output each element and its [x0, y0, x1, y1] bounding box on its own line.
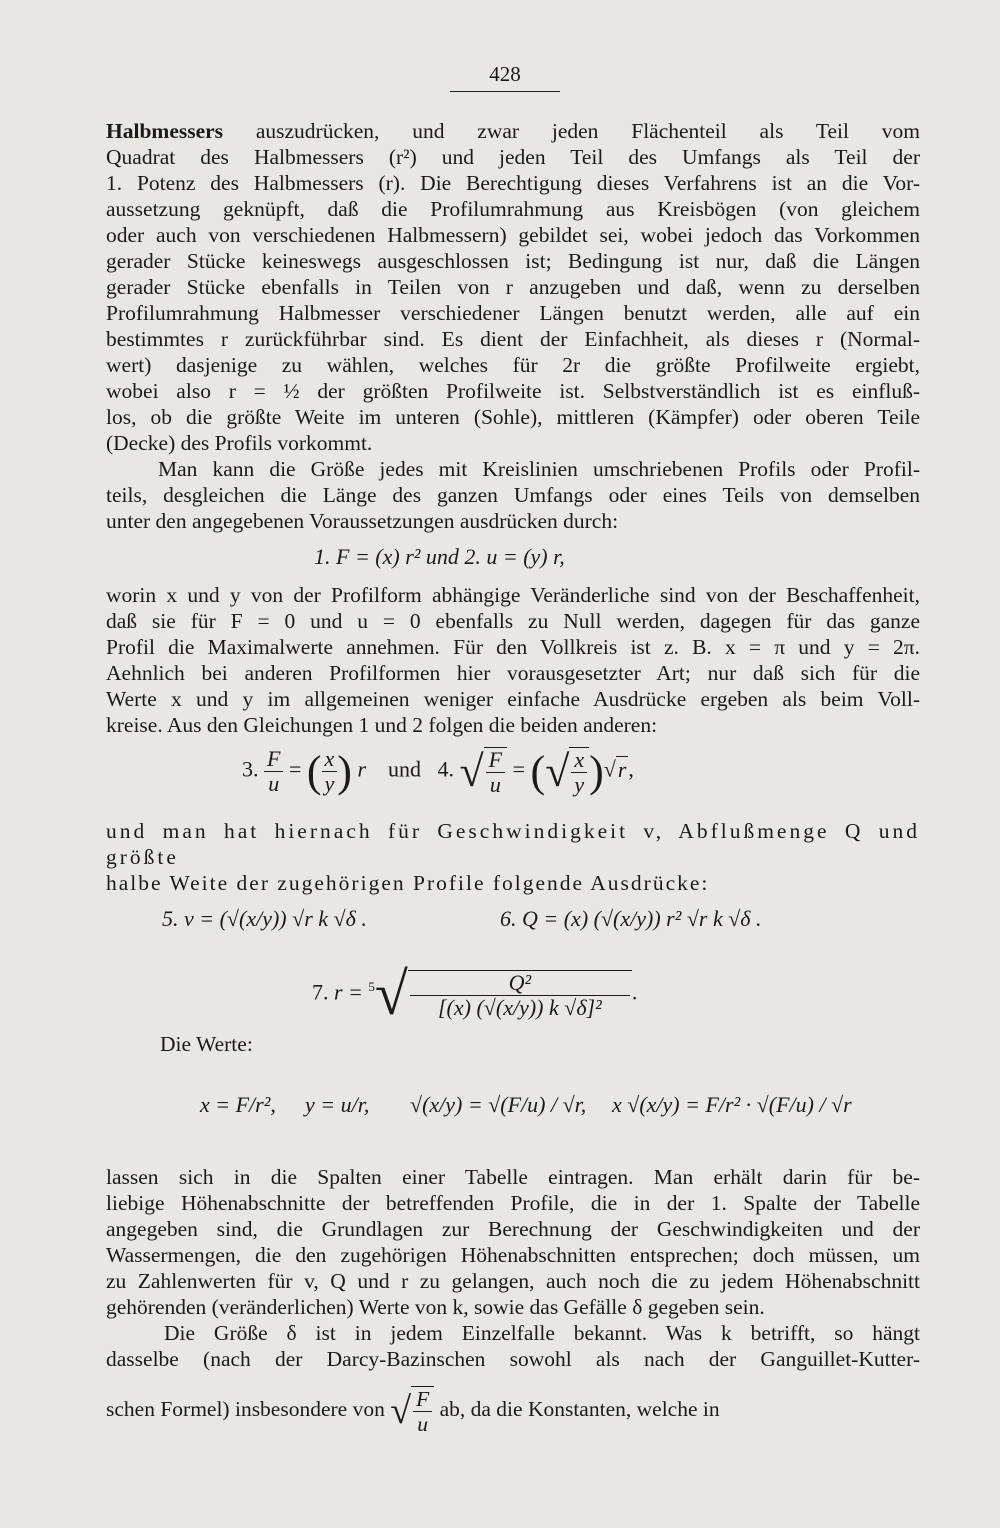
werte-y: y = u/r,	[305, 1092, 370, 1117]
para6-root-sign: √	[390, 1390, 412, 1432]
para5-line-5: gehörenden (veränderlichen) Werte von k, sowie das Gefälle δ gegeben sein.	[106, 1295, 765, 1319]
para3-line-4: Werte x und y im allgemeinen weniger einfache Ausdrücke ergeben als beim Voll-	[106, 687, 920, 711]
paragraph-2	[106, 456, 920, 534]
para5-line-3: Wassermengen, die den zugehörigen Höhenabschnitten entsprechen; doch müssen, um	[106, 1243, 920, 1267]
para1-line-4: oder auch von verschiedenen Halbmessern) gebildet sei, wobei jedoch das Vorkommen	[106, 223, 920, 247]
para5-line-1: liebige Höhenabschnitte der betreffenden Profile, die in der 1. Spalte der Tabelle	[106, 1191, 920, 1215]
para6-line-0: Die Größe δ ist in jedem Einzelfalle bekannt. Was k betrifft, so hängt	[164, 1321, 920, 1345]
para4-line-0: und man hat hiernach für Geschwindigkeit v, Abflußmenge Q und größte	[106, 819, 920, 869]
eq3-number: 3.	[242, 756, 259, 782]
eq4-rhs-fraction: $\frac{x}{y}$	[569, 747, 589, 797]
eq34-and: und	[388, 756, 422, 782]
para6-last-line: schen Formel) insbesondere von √ $\frac{F}{u}$ ab, da die Konstanten, welche in	[106, 1387, 720, 1436]
eq3-lhs-fraction: $\frac{F}{u}$	[264, 747, 283, 796]
para1-first-word: Halbmessers	[106, 119, 224, 143]
para1-line-7: Profilumrahmung Halbmesser verschiedener Längen benutzt werden, alle auf ein	[106, 301, 920, 325]
eq7-root-sign: √	[374, 961, 408, 1027]
equation-7: 7. r = $^5$√ $\frac{\text{Q²}}{\text{[(x) (√(x/y)) k √δ]²}}$ .	[312, 961, 638, 1027]
para1-line-12: (Decke) des Profils vorkommt.	[106, 431, 373, 455]
werte-x: x = F/r²,	[200, 1092, 276, 1117]
eq7-fraction: $\frac{\text{Q²}}{\text{[(x) (√(x/y)) k √δ]²}}$	[408, 970, 632, 1020]
werte-x-sqrt-xy: x √(x/y) = F/r² · √(F/u) / √r	[612, 1092, 852, 1117]
para6-line-1: dasselbe (nach der Darcy-Bazinschen sowohl als nach der Ganguillet-Kutter-	[106, 1347, 920, 1371]
werte-sqrt-xy: √(x/y) = √(F/u) / √r,	[410, 1092, 587, 1117]
para5-line-4: zu Zahlenwerten für v, Q und r zu gelangen, auch noch die zu jedem Höhenabschnitt	[106, 1269, 920, 1293]
equation-3-4: 3. $\frac{F}{u}$ = ( $\frac{x}{y}$ ) r und 4. √ $\frac{F}{u}$ = (√ $\frac{x}{y}$ )√r,	[242, 746, 634, 797]
para5-line-0: lassen sich in die Spalten einer Tabelle eintragen. Man erhält darin für be-	[106, 1165, 920, 1189]
eq4-number: 4.	[437, 756, 455, 782]
para1-line-0: Halbmessers auszudrücken, und zwar jeden Flächenteil als Teil vom	[106, 119, 921, 143]
equation-6: 6. Q = (x) (√(x/y)) r² √r k √δ .	[500, 906, 762, 931]
paragraph-1	[106, 118, 920, 456]
para5-line-2: angegeben sind, die Grundlagen zur Berechnung der Geschwindigkeiten und der	[106, 1217, 920, 1241]
para1-line-11: los, ob die größte Weite im unteren (Sohle), mittleren (Kämpfer) oder oberen Teile	[106, 405, 920, 429]
para1-line-8: bestimmtes r zurückführbar sind. Es dient der Einfachheit, als dieses r (Normal-	[106, 327, 920, 351]
paragraph-3	[106, 582, 920, 738]
eq3-rhs-fraction: $\frac{x}{y}$	[322, 747, 338, 796]
para1-line-2: 1. Potenz des Halbmessers (r). Die Berechtigung dieses Verfahrens ist an die Vor-	[106, 171, 920, 195]
para1-line-3: aussetzung geknüpft, daß die Profilumrahmung aus Kreisbögen (von gleichem	[106, 197, 920, 221]
para3-line-1: daß sie für F = 0 und u = 0 ebenfalls zu Null werden, dagegen für das ganze	[106, 609, 920, 633]
paragraph-6	[106, 1320, 920, 1372]
eq4-inner-root-sign: √	[545, 747, 570, 796]
paragraph-4	[106, 818, 920, 896]
para3-line-0: worin x und y von der Profilform abhängige Veränderliche sind von der Beschaffenheit,	[106, 583, 920, 607]
para2-line-1: teils, desgleichen die Länge des ganzen Umfangs oder eines Teils von demselben	[106, 483, 920, 507]
equation-5: 5. v = (√(x/y)) √r k √δ .	[162, 906, 367, 931]
eq4-root-sign: √	[459, 747, 484, 796]
para1-line-9: wert) dasjenige zu wählen, welches für 2r die größte Profilweite ergiebt,	[106, 353, 920, 377]
eq7-root-index: 5	[368, 979, 375, 995]
eq3-paren-close: )	[337, 747, 352, 796]
paragraph-5	[106, 1164, 920, 1320]
eq4-lhs-fraction: $\frac{F}{u}$	[484, 747, 507, 797]
para6-fraction: $\frac{F}{u}$	[411, 1386, 434, 1436]
para1-line-10: wobei also r = ½ der größten Profilweite ist. Selbstverständlich ist es einfluß-	[106, 379, 920, 403]
para3-line-3: Aehnlich bei anderen Profilformen hier vorausgesetzter Art; nur daß sich für die	[106, 661, 920, 685]
page-number: 428	[450, 62, 560, 92]
para1-line-6: gerader Stücke ebenfalls in Teilen von r anzugeben und daß, wenn zu derselben	[106, 275, 920, 299]
para1-line-5: gerader Stücke keineswegs ausgeschlossen ist; Bedingung ist nur, daß die Längen	[106, 249, 920, 273]
para1-line-1: Quadrat des Halbmessers (r²) und jeden Teil des Umfangs als Teil der	[106, 145, 920, 169]
para2-line-0: Man kann die Größe jedes mit Kreislinien umschriebenen Profils oder Profil-	[158, 457, 920, 481]
para3-line-2: Profil die Maximalwerte annehmen. Für den Vollkreis ist z. B. x = π und y = 2π.	[106, 635, 920, 659]
eq3-paren-open: (	[306, 747, 322, 796]
para3-line-5: kreise. Aus den Gleichungen 1 und 2 folgen die beiden anderen:	[106, 713, 658, 737]
para2-line-2: unter den angegebenen Voraussetzungen ausdrücken durch:	[106, 509, 619, 533]
para4-line-1: halbe Weite der zugehörigen Profile folgende Ausdrücke:	[106, 871, 710, 895]
werte-label: Die Werte:	[160, 1032, 253, 1056]
equation-1-2: 1. F = (x) r² und 2. u = (y) r,	[314, 544, 565, 569]
